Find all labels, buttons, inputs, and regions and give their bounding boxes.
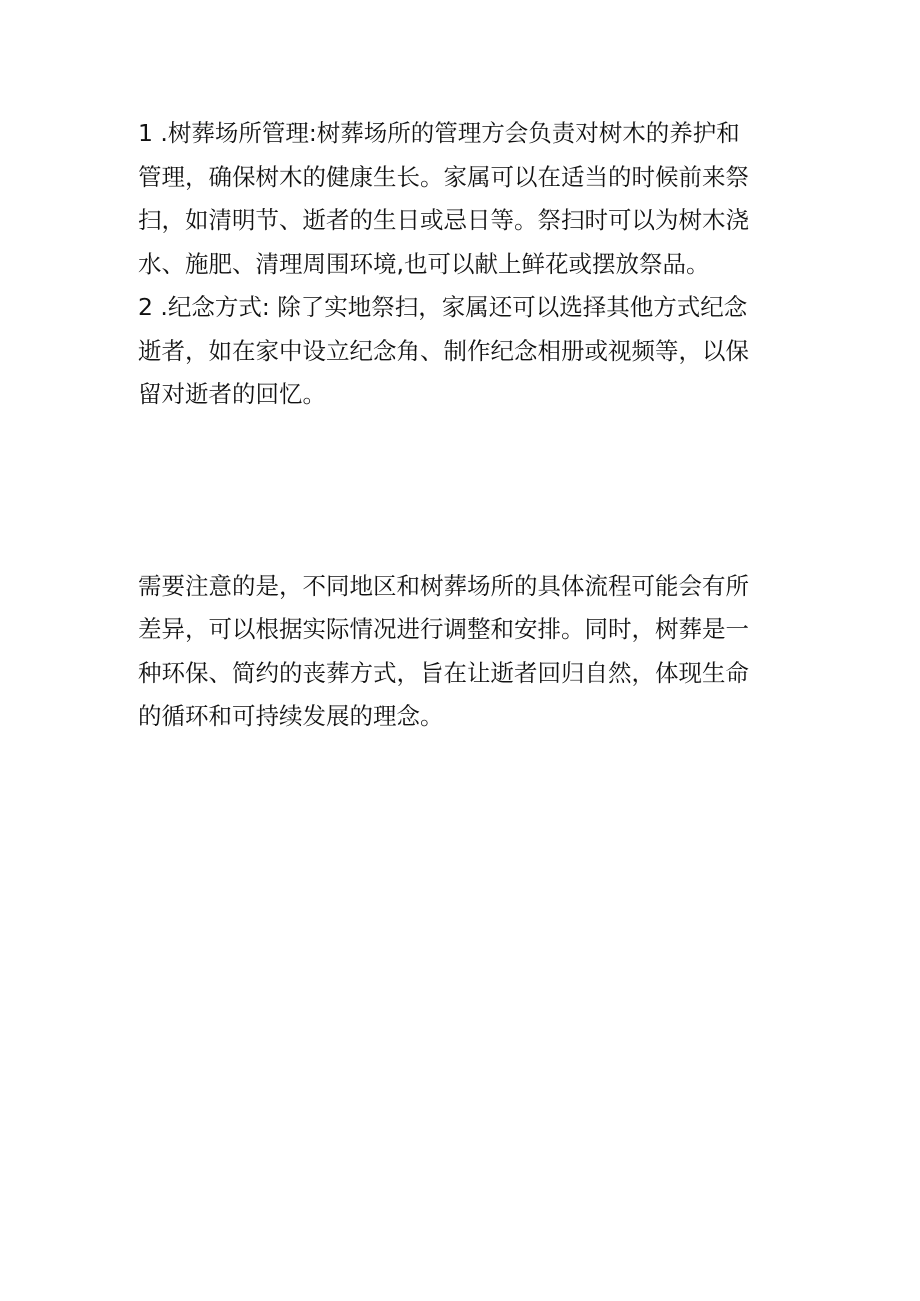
paragraph-spacer xyxy=(138,417,788,565)
list-item-1 xyxy=(138,112,788,286)
document-body xyxy=(138,112,788,739)
note-line-2: 差异，可以根据实际情况进行调整和安排。同时，树葬是一 xyxy=(138,615,749,643)
list-item-2-line-1: 2 .纪念方式: 除了实地祭扫，家属还可以选择其他方式纪念 xyxy=(138,293,748,321)
list-item-1-line-3: 扫，如清明节、逝者的生日或忌日等。祭扫时可以为树木浇 xyxy=(138,206,749,234)
list-item-1-line-4: 水、施肥、清理周围环境,也可以献上鲜花或摆放祭品。 xyxy=(138,249,710,278)
list-item-2-line-2: 逝者，如在家中设立纪念角、制作纪念相册或视频等，以保 xyxy=(138,336,749,365)
note-line-1: 需要注意的是，不同地区和树葬场所的具体流程可能会有所 xyxy=(138,571,749,600)
note-line-4: 的循环和可持续发展的理念。 xyxy=(138,702,444,730)
list-item-2-line-3: 留对逝者的回忆。 xyxy=(138,380,326,408)
list-item-1-line-1: 1 .树葬场所管理:树葬场所的管理方会负责对树木的养护和 xyxy=(138,119,740,147)
note-line-3: 种环保、简约的丧葬方式，旨在让逝者回归自然，体现生命 xyxy=(138,658,749,687)
list-item-1-line-2: 管理，确保树木的健康生长。家属可以在适当的时候前来祭 xyxy=(138,162,749,191)
note-paragraph xyxy=(138,565,788,739)
list-item-2 xyxy=(138,286,788,417)
